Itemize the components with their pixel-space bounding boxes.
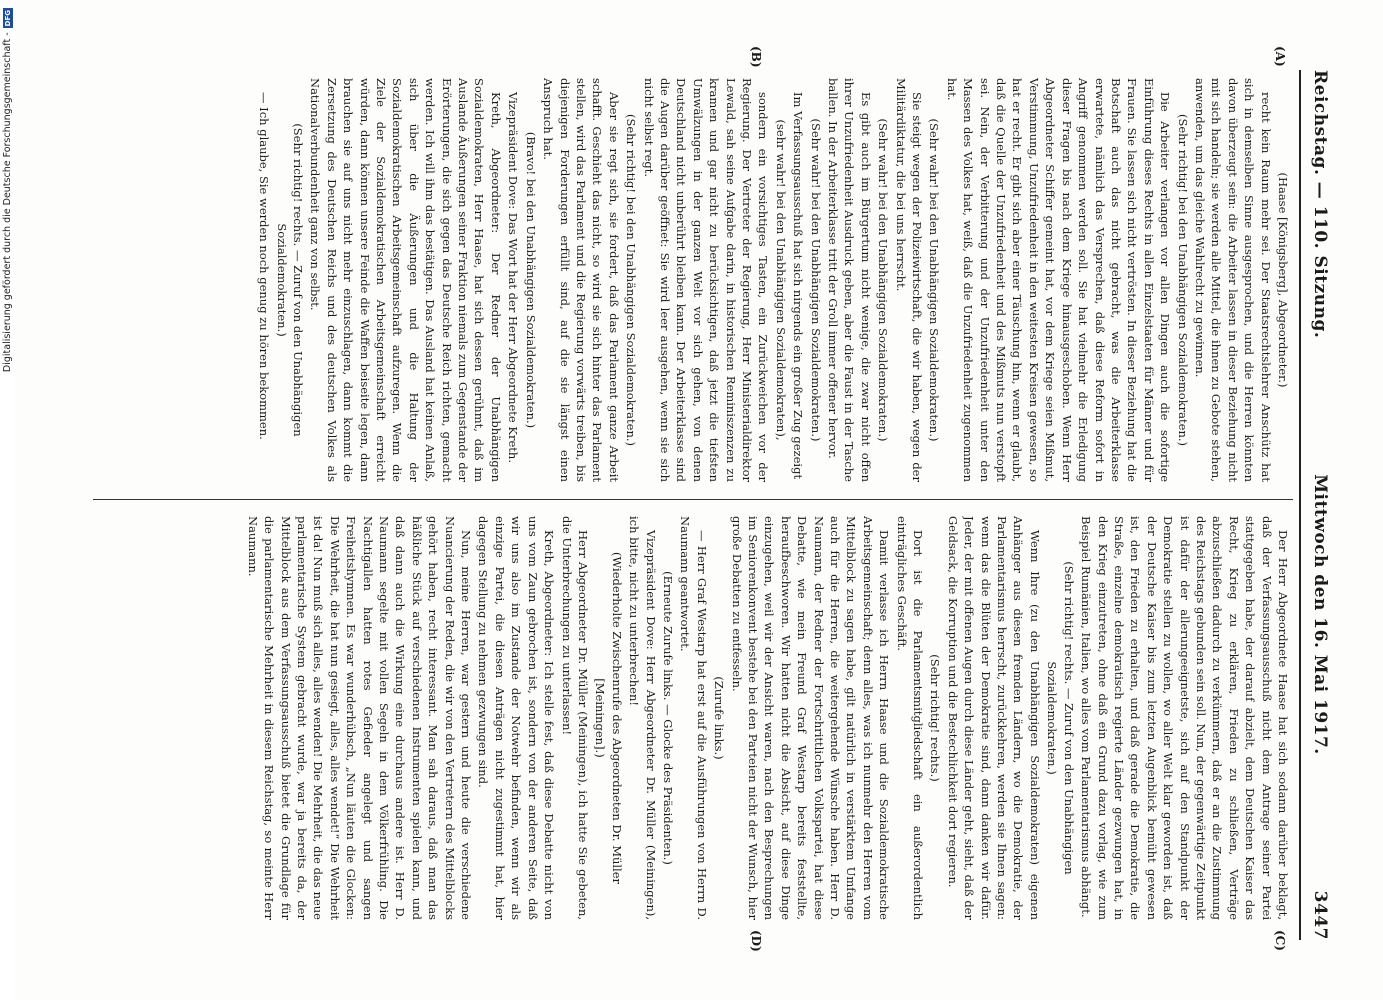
margin-marker-a: (A)	[1273, 46, 1287, 67]
margin-marker-d: (D)	[749, 930, 763, 952]
funding-text: Digitalisierung gefördert durch die Deutsche Forschungsgemeinschaft -	[2, 32, 13, 373]
paragraph: (Bravo! bei den Unabhängigen Sozialdemokraten.)	[523, 131, 538, 429]
paragraph: Im Verfassungsausschuß hat sich nirgends ein großer Zug gezeigt	[791, 92, 806, 480]
paragraph: (Erneute Zurufe links. — Glocke des Präsidenten.)	[660, 571, 675, 865]
paragraph: Nun, meine Herren, war gestern und heute die verschiedene Nuancierung der Reden, die wir von den Vertretern des Mittelblocks gehört haben, recht interessant. Man sah daraus, daß man das häßliche Stück auf verschiedenen Instrumenten spielen kann, und daß dann auch die Wirkung eine durchaus andere ist. Herr D. Naumann segelte mit vollen Segeln in dem Völkerfrühling. Die Nachtigallen hatten rotes Gefieder angelegt und sangen Freiheitshymnen. Es war wunderhübsch, „Nun läuten die Glocken: Die Wehrheit, die hat nun gesiegt, alles, alles wendet!“ Die Wehrheit ist da! Nun muß sich alles, alles wenden! Die Mehrheit, die das neue parlamentarische System gebracht wurde, war ja bereits da, der Mittelblock aus dem Verfassungsausschuß bietet die Grundlage für die parlamentarische Mehrheit in diesem Reichstag, so meinte Herr Naumann.	[245, 516, 474, 920]
margin-marker-c: (C)	[1273, 930, 1287, 951]
paragraph: (Sehr richtig! rechts. — Zuruf von den Unabhängigen Sozialdemokraten.)	[274, 123, 306, 437]
paragraph: (Zurufe links.)	[712, 676, 727, 760]
page-header	[1305, 70, 1335, 940]
paragraph: Die Arbeiter verlangen vor allen Dingen auch die sofortige Einführung dieses Rechts in allen Einzelstaaten für Männer und für Frauen. Sie lassen sich nicht vertrösten. In dieser Beziehung hat die Botschaft auch das nicht gebracht, was die Arbeiterklasse erwartete, nämlich das Versprechen, daß diese Reform sofort in Angriff genommen werden soll. Sie hat vielmehr die Erledigung dieser Fragen bis nach dem Kriege hinausgeschoben. Wenn Herr Abgeordneter Schiffer gemeint hat, vor dem Kriege seien Mißmut, Verstimmung, Unzufriedenheit in den weitesten Kreisen gewesen, so hat er recht. Er gibt sich aber einer Täuschung hin, wenn er glaubt, daß die Quelle der Unzufriedenheit und des Mißmuts nun verstopft sei. Nein, der Verbitterung und der Unzufriedenheit unter den Massen des Volkes hat, weiß, daß die Unzufriedenheit zugenommen hat.	[944, 78, 1173, 482]
paragraph: — Herr Graf Westarp hat erst auf die Ausführungen von Herrn D. Naumann geantwortet.	[678, 516, 709, 920]
paragraph: (Haase [Königsberg], Abgeordneter.)	[1276, 172, 1290, 388]
paragraph: Vizepräsident Dove: Das Wort hat der Herr Abgeordnete Kreth.	[506, 92, 521, 463]
paragraph: (Sehr wahr! bei den Unabhängigen Sozialdemokraten.)	[808, 118, 823, 442]
paragraph: Damit verlasse ich Herrn Haase und die Sozialdemokratische Arbeitsgemeinschaft; denn alles, was ich nunmehr den Herren vom Mittelblock zu sagen habe, gilt natürlich in verstärktem Umfange auch für die Herren, die weitergehende Wünsche haben. Herr D. Naumann, der Redner der Fortschrittlichen Volkspartei, hat diese Debatte, wie mein Freund Graf Westarp bereits feststellte, heraufbeschworen. Wir hatten nicht die Absicht, auf diese Dinge einzugehen, weil wir der Ansicht waren, nach den Besprechungen im Seniorenkonvent bestehe bei den Parteien nicht der Wunsch, hier große Debatten zu entfesseln.	[729, 516, 892, 920]
funding-notice	[0, 0, 15, 1000]
paragraph: Kreth, Abgeordneter: Der Redner der Unabhängigen Sozialdemokraten, Herr Haase, hat sich dessen gerühmt, daß im Auslande Äußerungen seiner Fraktion niemals zum Gegenstande der Erörterungen, die sich gegen das Deutsche Reich richten, gemacht werden. Ich will ihm das bestätigen. Das Ausland hat keinen Anlaß, sich über die Äußerungen und die Haltung der Sozialdemokratischen Arbeitsgemeinschaft aufzuregen. Wenn die Ziele der Sozialdemokratischen Arbeitsgemeinschaft erreicht würden, dann können unsere Feinde die Waffen beiseite legen, dann brauchen sie auf uns nicht mehr einzuschlagen, dann kommt die Zersetzung des Deutschen Reichs und des deutschen Volkes als Nationalverbundenheit ganz von selbst.	[308, 78, 503, 482]
paragraph: Vizepräsident Dove: Herr Abgeordneter Dr. Müller (Meiningen), ich bitte, nicht zu unterbrechen!	[627, 516, 658, 920]
paragraph: recht kein Raum mehr sei. Der Staatsrechtslehrer Anschütz hat sich in demselben Sinne ausgesprochen, und die Herren könnten davon überzeugt sein: die Arbeiter lassen in dieser Beziehung nicht mit sich handeln; sie werden alle Mittel, die ihnen zu Gebote stehen, anwenden, um das gleiche Wahlrecht zu gewinnen.	[1192, 78, 1273, 482]
header-rule	[1299, 70, 1301, 940]
text-column-left	[85, 78, 1291, 482]
header-left: Reichstag. — 110. Sitzung.	[1310, 70, 1330, 339]
dfg-logo-icon: DFG	[3, 10, 12, 27]
paragraph: Wenn Ihre (zu den Unabhängigen Sozialdemokraten) eigenen Anhänger aus diesen fremden Ländern, wo die Demokratie, der Parlamentarismus herrscht, zurückkehren, werden sie Ihnen sagen: wenn das die Blüten der Demokratie sind, dann danken wir dafür. Jeder, der mit offenen Augen durch diese Länder geht, sieht, daß der Geldsack, die Korruption und die Bestechlichkeit dort regieren.	[945, 516, 1042, 920]
paragraph: (Sehr richtig! rechts. — Zuruf von den Unabhängigen Sozialdemokraten.)	[1045, 561, 1076, 875]
paragraph: Aber sie regt sich, sie fordert, daß das Parlament ganze Arbeit schafft. Geschieht das nicht, so wird sie sich hinter das Parlament stellen, wird das Parlament und die Regierung vorwärts treiben, bis diejenigen Forderungen erfüllt sind, auf die sie längst einen Anspruch hat.	[541, 78, 621, 482]
text-column-right	[85, 516, 1291, 920]
column-divider	[93, 499, 1293, 500]
paragraph: Sie steigt wegen der Polizeiwirtschaft, die wir haben, wegen der Militärdiktatur, die bei uns herrscht.	[893, 78, 925, 482]
margin-marker-b: (B)	[749, 46, 763, 68]
paragraph: Der Herr Abgeordnete Haase hat sich sodann darüber beklagt, daß der Verfassungsausschuß nicht dem Antrage seiner Partei stattgegeben habe, der darauf abzielt, dem Deutschen Kaiser das Recht, Krieg zu erklären, Frieden zu schließen, Verträge abzuschließen dadurch zu verkümmern, daß er an die Zustimmung des Reichstags gebunden sein soll. Nun, der gegenwärtige Zeitpunkt ist dafür der allerungeeignetste, sich auf den Standpunkt der Demokratie stellen zu wollen, wo aller Welt klar geworden ist, daß der Deutsche Kaiser bis zum letzten Augenblick bemüht gewesen ist, den Frieden zu erhalten, und daß gerade die Demokratie, die Straße, einzelne demokratisch regierte Länder gezwungen hat, in den Krieg einzutreten, ohne daß ein Grund dazu vorlag, wie zum Beispiel Rumänien, Italien, wo alles vom Parlamentarismus abhängt.	[1079, 516, 1290, 920]
paragraph: Dort ist die Parlamentsmitgliedschaft ein außerordentlich einträgliches Geschäft.	[894, 516, 926, 920]
paragraph: Herr Abgeordneter Dr. Müller (Meiningen), ich hatte Sie gebeten, die Unterbrechungen zu unterlassen!	[559, 516, 590, 920]
header-date: Mittwoch den 16. Mai 1917.	[1310, 474, 1330, 755]
paragraph: sondern ein vorsichtiges Tasten, ein Zurückweichen vor der Regierung. Der Vertreter der Regierung, Herr Ministerialdirektor Lewald, sah seine Aufgabe darin, in historischen Reminiszenzen zu kramen und gar nicht zu berücksichtigen, daß jetzt die tiefsten Umwälzungen in der ganzen Welt vor sich gehen, von denen Deutschland nicht unberührt bleiben kann. Der Arbeiterklasse sind die Augen darüber geöffnet: Sie wird leer ausgehen, wenn sie sich nicht selbst regt.	[641, 78, 771, 482]
paragraph: — Ich glaube, Sie werden noch genug zu hören bekommen.	[257, 92, 272, 440]
paragraph: Kreth, Abgeordneter: Ich stelle fest, daß diese Debatte nicht von uns vom Zaun gebrochen ist, sondern von der anderen Seite, daß wir uns also im Zustande der Notwehr befinden, wenn wir als einzige Partei, die diesen Anträgen nicht zugestimmt hat, hier dagegen Stellung zu nehmen gezwungen sind.	[476, 516, 557, 920]
footer-strip	[0, 0, 15, 1000]
paragraph: (Sehr wahr! bei den Unabhängigen Sozialdemokraten.)	[927, 118, 942, 442]
paragraph: (Sehr richtig! rechts.)	[928, 654, 943, 782]
paragraph: (sehr wahr! bei den Unabhängigen Sozialdemokraten),	[773, 119, 788, 441]
paragraph: Es gibt auch im Bürgertum nicht wenige, die zwar nicht offen ihrer Unzufriedenheit Ausdruck geben, aber die Faust in der Tasche ballen. In der Arbeiterklasse tritt der Groll immer offener hervor.	[826, 78, 873, 482]
paragraph: (Sehr richtig! bei den Unabhängigen Sozialdemokraten.)	[1175, 113, 1190, 447]
page-number: 3447	[1310, 890, 1330, 940]
paragraph: (Sehr richtig! bei den Unabhängigen Sozialdemokraten.)	[624, 113, 639, 447]
scanned-page	[15, 0, 1383, 1000]
paragraph: (Wiederholte Zwischenrufe des Abgeordneten Dr. Müller [Meiningen].)	[593, 551, 624, 885]
paragraph: (Sehr wahr! bei den Unabhängigen Sozialdemokraten.)	[876, 118, 891, 442]
